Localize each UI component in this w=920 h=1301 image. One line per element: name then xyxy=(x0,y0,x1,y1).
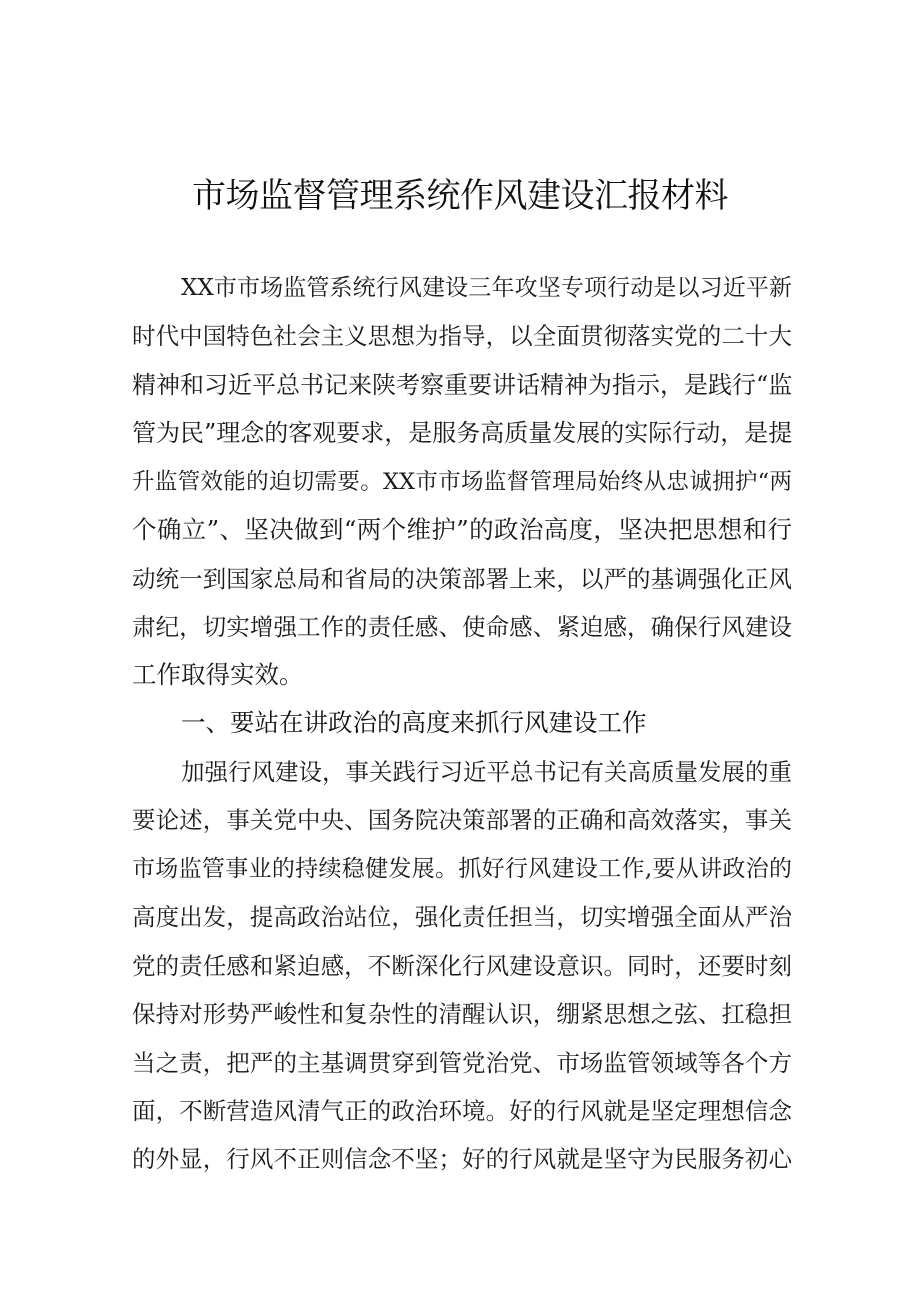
paragraph-2-line: 高度出发，提高政治站位，强化责任担当，切实增强全面从严治 xyxy=(132,903,792,931)
paragraph-1-line: XX市市场监管系统行风建设三年攻坚专项行动是以习近平新 xyxy=(181,275,792,301)
paragraph-1-line: 工作取得实效。 xyxy=(132,660,304,689)
paragraph-2-line: 要论述，事关党中央、国务院决策部署的正确和高效落实，事关 xyxy=(132,806,792,834)
paragraph-1-line: 动统一到国家总局和省局的决策部署上来，以严的基调强化正风 xyxy=(132,565,792,593)
paragraph-2-line: 加强行风建设，事关践行习近平总书记有关高质量发展的重 xyxy=(181,758,792,786)
paragraph-2-line: 面，不断营造风清气正的政治环境。好的行风就是坚定理想信念 xyxy=(132,1097,792,1125)
paragraph-1-line: 时代中国特色社会主义思想为指导，以全面贯彻落实党的二十大 xyxy=(132,322,792,350)
paragraph-1-line: 个确立”、坚决做到“两个维护”的政治高度，坚决把思想和行 xyxy=(132,515,792,544)
paragraph-1-line: 肃纪，切实增强工作的责任感、使命感、紧迫感，确保行风建设 xyxy=(132,613,792,641)
paragraph-2-line: 市场监管事业的持续稳健发展。抓好行风建设工作,要从讲政治的 xyxy=(132,856,792,882)
paragraph-1-line: 升监管效能的迫切需要。XX市市场监督管理局始终从忠诚拥护“两 xyxy=(132,469,792,495)
paragraph-1-line: 管为民”理念的客观要求，是服务高质量发展的实际行动，是提 xyxy=(132,419,793,447)
paragraph-1-line: 精神和习近平总书记来陕考察重要讲话精神为指示，是践行“监 xyxy=(132,371,793,399)
paragraph-2-line: 保持对形势严峻性和复杂性的清醒认识，绷紧思想之弦、扛稳担 xyxy=(132,1000,792,1028)
paragraph-2-line: 当之责，把严的主基调贯穿到管党治党、市场监管领域等各个方 xyxy=(132,1049,792,1077)
section-heading: 一、要站在讲政治的高度来抓行风建设工作 xyxy=(181,708,647,737)
paragraph-2-line: 党的责任感和紧迫感，不断深化行风建设意识。同时，还要时刻 xyxy=(132,952,792,980)
paragraph-2-line: 的外显，行风不正则信念不坚；好的行风就是坚守为民服务初心 xyxy=(132,1145,792,1173)
document-title: 市场监督管理系统作风建设汇报材料 xyxy=(192,176,728,216)
